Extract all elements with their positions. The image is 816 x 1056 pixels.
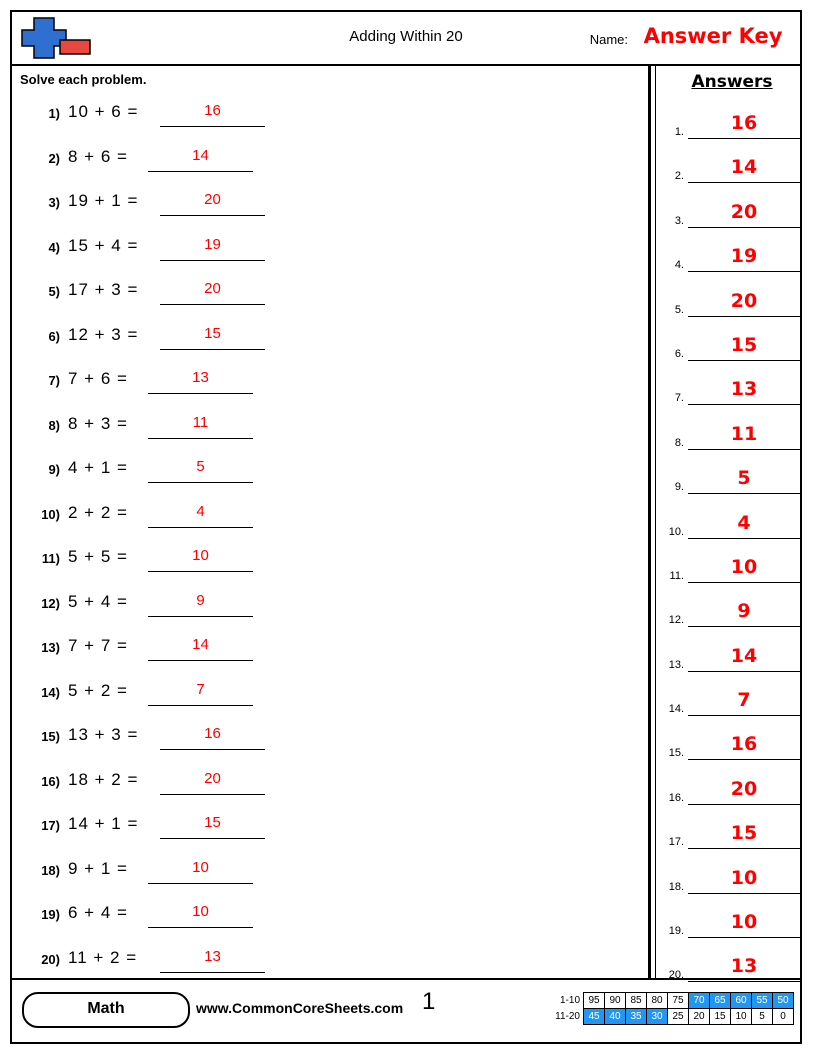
problem-answer-blank[interactable]: 15	[160, 325, 265, 350]
answer-value[interactable]: 20	[688, 778, 800, 805]
answer-row	[662, 818, 804, 862]
problem-answer-blank[interactable]: 11	[148, 414, 253, 439]
answer-number: 10.	[668, 525, 684, 538]
problem-row	[12, 143, 642, 188]
answer-number: 7.	[674, 392, 684, 405]
problem-number: 15)	[41, 729, 60, 744]
answer-number: 19.	[668, 925, 684, 938]
problem-row	[12, 232, 642, 277]
answer-value[interactable]: 10	[688, 556, 800, 583]
answer-value[interactable]: 14	[688, 156, 800, 183]
problem-answer-blank[interactable]: 16	[160, 102, 265, 127]
answer-value[interactable]: 14	[688, 645, 800, 672]
answer-value[interactable]: 10	[688, 911, 800, 938]
answer-number: 5.	[674, 303, 684, 316]
answer-number: 3.	[674, 214, 684, 227]
answer-value[interactable]: 7	[688, 689, 800, 716]
name-label: Name:	[589, 32, 628, 47]
problem-expression: 5 + 2 =	[68, 680, 128, 700]
problem-expression: 7 + 6 =	[68, 369, 128, 388]
problem-answer-blank[interactable]: 16	[160, 725, 265, 750]
answer-row	[662, 374, 804, 418]
answer-value[interactable]: 16	[688, 112, 800, 139]
answer-number: 8.	[674, 436, 684, 449]
answer-row	[662, 508, 804, 552]
answer-key-badge: Answer Key	[643, 24, 783, 48]
problem-answer-blank[interactable]: 9	[148, 592, 253, 617]
worksheet-page	[10, 10, 802, 1044]
answer-value[interactable]: 15	[688, 822, 800, 849]
score-row-1-label: 1-10	[559, 995, 580, 1006]
problem-row	[12, 899, 642, 944]
answer-value[interactable]: 20	[688, 201, 800, 228]
problem-expression: 14 + 1 =	[68, 814, 139, 833]
answer-row	[662, 596, 804, 640]
answer-number: 9.	[674, 481, 684, 494]
problem-number: 1)	[48, 106, 60, 121]
problem-number: 11)	[41, 551, 60, 566]
worksheet-header	[12, 12, 800, 66]
answer-value[interactable]: 5	[688, 467, 800, 494]
problem-row	[12, 810, 642, 855]
problem-row	[12, 98, 642, 143]
problem-number: 16)	[41, 773, 60, 789]
problem-expression: 17 + 3 =	[68, 280, 139, 299]
score-cell: 15	[710, 1009, 731, 1025]
worksheet-footer	[12, 978, 800, 1042]
answers-list	[662, 108, 804, 996]
problem-row	[12, 187, 642, 232]
answer-number: 4.	[674, 259, 684, 272]
score-row-2	[552, 1009, 794, 1025]
answer-value[interactable]: 13	[688, 378, 800, 405]
score-cell: 10	[731, 1009, 752, 1025]
score-cell: 95	[584, 993, 605, 1009]
score-cell: 50	[773, 993, 794, 1009]
problem-number: 8)	[48, 417, 60, 433]
answer-value[interactable]: 19	[688, 245, 800, 272]
answer-value[interactable]: 16	[688, 733, 800, 760]
problem-expression: 7 + 7 =	[68, 636, 128, 655]
column-divider-secondary	[655, 66, 656, 980]
answer-number: 16.	[668, 791, 684, 804]
answer-value[interactable]: 20	[688, 290, 800, 317]
answer-row	[662, 463, 804, 507]
answer-number: 17.	[668, 836, 684, 849]
problem-answer-blank[interactable]: 5	[148, 458, 253, 483]
score-cell: 70	[689, 993, 710, 1009]
answer-row	[662, 685, 804, 729]
problem-number: 13)	[41, 640, 60, 655]
problem-number: 3)	[48, 195, 60, 210]
site-url: www.CommonCoreSheets.com	[196, 1000, 404, 1016]
answer-number: 13.	[668, 658, 684, 671]
score-cell: 25	[668, 1009, 689, 1025]
score-cell: 75	[668, 993, 689, 1009]
answer-row	[662, 286, 804, 330]
column-divider	[648, 66, 651, 980]
answer-value[interactable]: 10	[688, 867, 800, 894]
answer-number: 12.	[668, 614, 684, 627]
page-title: Adding Within 20	[349, 28, 463, 45]
score-cell: 20	[689, 1009, 710, 1025]
answer-value[interactable]: 9	[688, 600, 800, 627]
answer-row	[662, 197, 804, 241]
answer-row	[662, 241, 804, 285]
problem-number: 17)	[41, 818, 60, 833]
problem-expression: 4 + 1 =	[68, 458, 128, 477]
problem-answer-blank[interactable]: 20	[160, 770, 265, 795]
problem-expression: 13 + 3 =	[68, 725, 139, 744]
problem-number: 4)	[48, 239, 60, 255]
problem-answer-blank[interactable]: 13	[160, 948, 265, 973]
problem-row	[12, 454, 642, 499]
answer-number: 6.	[674, 347, 684, 360]
score-cell: 60	[731, 993, 752, 1009]
problem-row	[12, 632, 642, 677]
problem-answer-blank[interactable]: 10	[148, 547, 253, 572]
answers-heading: Answers	[691, 72, 773, 92]
answer-number: 11.	[669, 569, 684, 582]
scoring-table	[552, 992, 794, 1025]
subject-badge: Math	[22, 992, 190, 1028]
problem-answer-blank[interactable]: 20	[160, 191, 265, 216]
problem-row	[12, 766, 642, 811]
score-cell: 45	[584, 1009, 605, 1025]
score-cell: 40	[605, 1009, 626, 1025]
problem-number: 18)	[41, 862, 60, 878]
problem-answer-blank[interactable]: 19	[160, 236, 265, 261]
score-cell: 30	[647, 1009, 668, 1025]
answer-row	[662, 552, 804, 596]
problem-number: 9)	[48, 462, 60, 477]
score-cell: 55	[752, 993, 773, 1009]
problem-number: 5)	[48, 284, 60, 299]
instructions-text: Solve each problem.	[20, 72, 147, 87]
problem-expression: 18 + 2 =	[68, 769, 139, 789]
answer-row	[662, 729, 804, 773]
score-cell: 80	[647, 993, 668, 1009]
problem-expression: 9 + 1 =	[68, 858, 128, 878]
problem-row	[12, 276, 642, 321]
problem-row	[12, 499, 642, 544]
problem-number: 7)	[48, 373, 60, 388]
problem-row	[12, 365, 642, 410]
answer-value[interactable]: 4	[688, 512, 800, 539]
answer-number: 14.	[668, 703, 684, 716]
answer-number: 18.	[668, 880, 684, 893]
problem-answer-blank[interactable]: 15	[160, 814, 265, 839]
problem-expression: 2 + 2 =	[68, 502, 128, 522]
answer-row	[662, 419, 804, 463]
problem-answer-blank[interactable]: 14	[148, 147, 253, 172]
problem-answer-blank[interactable]: 14	[148, 636, 253, 661]
problem-answer-blank[interactable]: 4	[148, 503, 253, 528]
problem-expression: 5 + 5 =	[68, 547, 128, 566]
answer-value[interactable]: 11	[688, 423, 800, 450]
answer-value[interactable]: 15	[688, 334, 800, 361]
problem-answer-blank[interactable]: 20	[160, 280, 265, 305]
problem-number: 19)	[41, 907, 60, 922]
problem-answer-blank[interactable]: 7	[148, 681, 253, 706]
problem-expression: 6 + 4 =	[68, 903, 128, 922]
problem-row	[12, 321, 642, 366]
problem-row	[12, 721, 642, 766]
answer-row	[662, 330, 804, 374]
problem-row	[12, 410, 642, 455]
problem-expression: 19 + 1 =	[68, 191, 139, 210]
score-cell: 35	[626, 1009, 647, 1025]
answer-number: 20.	[668, 969, 684, 982]
answer-number: 2.	[674, 170, 684, 183]
answer-row	[662, 907, 804, 951]
score-cell: 5	[752, 1009, 773, 1025]
problem-number: 6)	[48, 328, 60, 344]
problem-number: 12)	[41, 595, 60, 611]
problem-row	[12, 677, 642, 722]
problem-expression: 11 + 2 =	[68, 947, 138, 967]
answer-row	[662, 774, 804, 818]
score-cell: 65	[710, 993, 731, 1009]
page-number: 1	[422, 988, 436, 1015]
problem-expression: 15 + 4 =	[68, 235, 139, 255]
problem-row	[12, 855, 642, 900]
problem-number: 20)	[41, 951, 60, 967]
problem-number: 2)	[48, 150, 60, 166]
problem-answer-blank[interactable]: 10	[148, 859, 253, 884]
answer-value[interactable]: 13	[688, 955, 800, 982]
problem-row	[12, 588, 642, 633]
score-cell: 85	[626, 993, 647, 1009]
answer-row	[662, 152, 804, 196]
problem-answer-blank[interactable]: 13	[148, 369, 253, 394]
answer-row	[662, 641, 804, 685]
answer-number: 1.	[674, 126, 684, 138]
problem-expression: 10 + 6 =	[68, 102, 139, 121]
answer-row	[662, 108, 804, 152]
score-row-2-label: 11-20	[555, 1011, 580, 1022]
score-cell: 90	[605, 993, 626, 1009]
problem-number: 14)	[41, 684, 60, 700]
answer-number: 15.	[668, 747, 684, 760]
problem-answer-blank[interactable]: 10	[148, 903, 253, 928]
score-cell: 0	[773, 1009, 794, 1025]
score-row-1	[552, 993, 794, 1009]
problem-expression: 12 + 3 =	[68, 324, 139, 344]
problem-expression: 8 + 3 =	[68, 413, 128, 433]
problem-expression: 5 + 4 =	[68, 591, 128, 611]
answer-row	[662, 863, 804, 907]
problem-list	[12, 98, 642, 988]
problem-expression: 8 + 6 =	[68, 146, 128, 166]
problem-row	[12, 543, 642, 588]
problem-number: 10)	[41, 506, 60, 522]
